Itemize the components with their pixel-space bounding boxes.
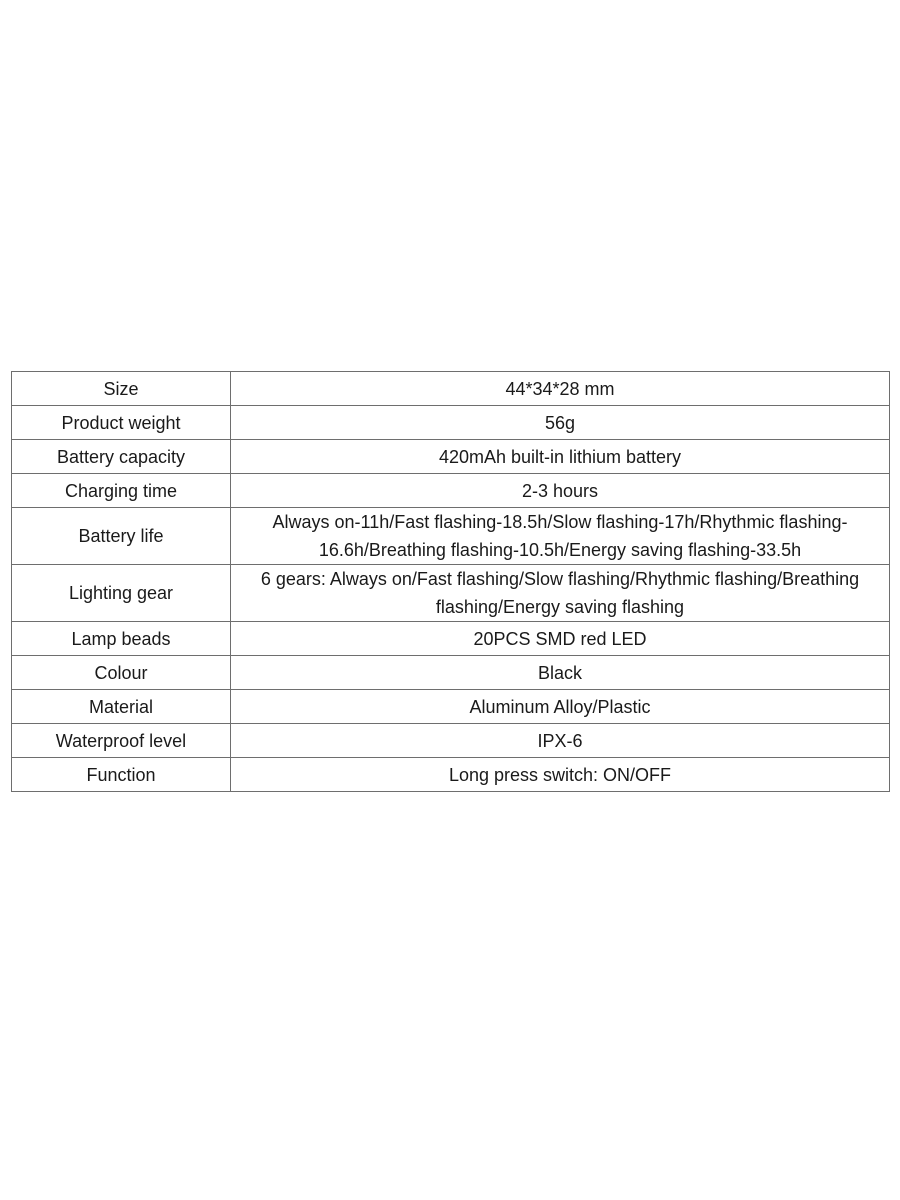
spec-value: IPX-6 (231, 724, 890, 758)
spec-label: Lighting gear (12, 565, 231, 622)
table-row-lamp-beads (12, 622, 890, 656)
spec-label: Product weight (12, 406, 231, 440)
spec-value: Long press switch: ON/OFF (231, 758, 890, 792)
spec-label: Waterproof level (12, 724, 231, 758)
spec-value: Black (231, 656, 890, 690)
table-row-size (12, 372, 890, 406)
spec-value: 2-3 hours (231, 474, 890, 508)
spec-value: 44*34*28 mm (231, 372, 890, 406)
table-row-waterproof-level (12, 724, 890, 758)
spec-value: 420mAh built-in lithium battery (231, 440, 890, 474)
table-row-battery-life (12, 508, 890, 565)
spec-value: 6 gears: Always on/Fast flashing/Slow flashing/Rhythmic flashing/Breathing flashing/Energy saving flashing (231, 565, 890, 622)
spec-value: Always on-11h/Fast flashing-18.5h/Slow flashing-17h/Rhythmic flashing-16.6h/Breathing flashing-10.5h/Energy saving flashing-33.5h (231, 508, 890, 565)
table-row-battery-capacity (12, 440, 890, 474)
spec-label: Colour (12, 656, 231, 690)
spec-value: Aluminum Alloy/Plastic (231, 690, 890, 724)
spec-value: 20PCS SMD red LED (231, 622, 890, 656)
spec-label: Charging time (12, 474, 231, 508)
spec-label: Battery life (12, 508, 231, 565)
table-row-function (12, 758, 890, 792)
table-row-colour (12, 656, 890, 690)
table-row-lighting-gear (12, 565, 890, 622)
spec-label: Lamp beads (12, 622, 231, 656)
spec-label: Material (12, 690, 231, 724)
spec-label: Function (12, 758, 231, 792)
spec-table (11, 371, 890, 792)
spec-value: 56g (231, 406, 890, 440)
spec-label: Battery capacity (12, 440, 231, 474)
table-row-charging-time (12, 474, 890, 508)
spec-label: Size (12, 372, 231, 406)
spec-table-body (12, 372, 890, 792)
table-row-material (12, 690, 890, 724)
table-row-product-weight (12, 406, 890, 440)
